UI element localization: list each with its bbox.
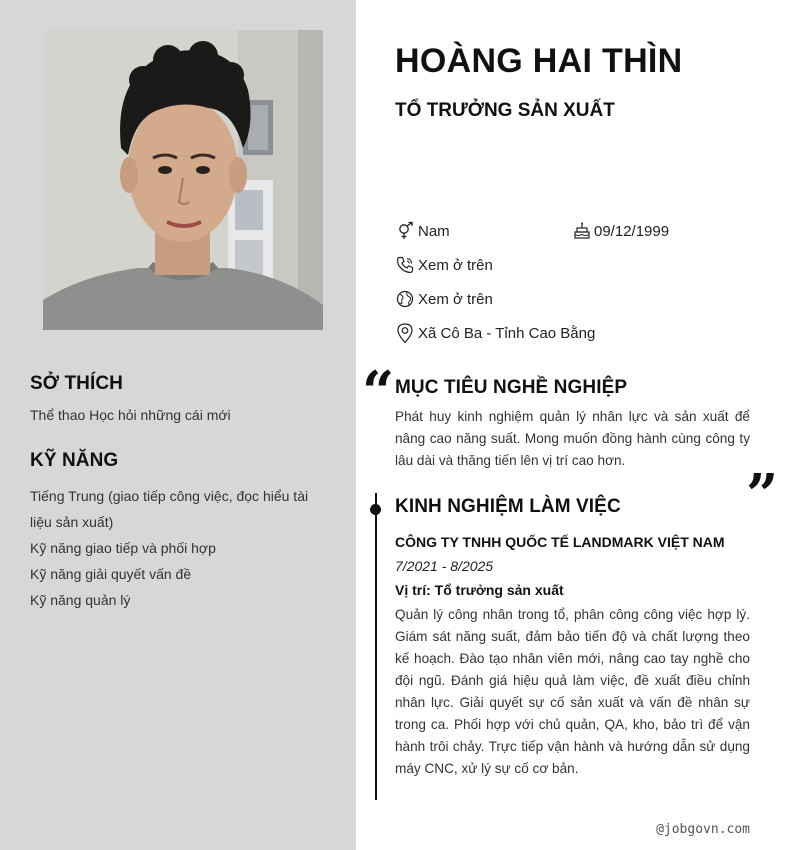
gender-icon [395, 221, 415, 241]
skills-list [30, 483, 330, 613]
gender-value: Nam [418, 222, 450, 240]
objective-text: Phát huy kinh nghiệm quản lý nhân lực và sản xuất để nâng cao năng suất. Mong muốn đồng hành cùng công ty lâu dài và thăng tiến lên vị trí cao hơn. [395, 409, 750, 468]
globe-icon [395, 289, 415, 309]
location-pin-icon [395, 322, 415, 344]
phone-icon [395, 255, 415, 275]
birthdate-value: 09/12/1999 [594, 222, 670, 240]
work-position: Vị trí: Tổ trưởng sản xuất [395, 582, 564, 598]
birthday-cake-icon [573, 221, 591, 241]
birthdate-row [573, 220, 669, 242]
portrait-photo [43, 30, 323, 330]
address-row [395, 322, 595, 344]
timeline-dot [370, 504, 381, 515]
website-value: Xem ở trên [418, 290, 493, 308]
hobbies-title: SỞ THÍCH [30, 373, 124, 394]
skill-item: Kỹ năng quản lý [30, 592, 131, 608]
address-value: Xã Cô Ba - Tỉnh Cao Bằng [418, 324, 596, 342]
work-period: 7/2021 - 8/2025 [395, 558, 494, 574]
timeline-line [375, 493, 377, 800]
close-quote-mark: ” [746, 462, 779, 528]
job-title: TỔ TRƯỞNG SẢN XUẤT [395, 100, 615, 121]
phone-value: Xem ở trên [418, 256, 493, 274]
skill-item: Tiếng Trung (giao tiếp công việc, đọc hiểu tài liệu sản xuất) [30, 488, 309, 530]
watermark: @jobgovn.com [656, 822, 750, 837]
phone-row [395, 254, 493, 276]
objective-title: MỤC TIÊU NGHỀ NGHIỆP [395, 377, 628, 398]
skills-title: KỸ NĂNG [30, 450, 119, 471]
candidate-name: HOÀNG HAI THÌN [395, 42, 683, 80]
profile-photo [43, 30, 323, 330]
website-row [395, 288, 493, 310]
hobbies-text: Thể thao Học hỏi những cái mới [30, 407, 231, 423]
experience-title: KINH NGHIỆM LÀM VIỆC [395, 496, 621, 517]
skill-item: Kỹ năng giao tiếp và phối hợp [30, 540, 216, 556]
gender-row [395, 220, 450, 242]
sidebar [0, 0, 356, 850]
company-name: CÔNG TY TNHH QUỐC TẾ LANDMARK VIỆT NAM [395, 534, 725, 550]
skill-item: Kỹ năng giải quyết vấn đề [30, 566, 192, 582]
experience-description: Quản lý công nhân trong tổ, phân công công việc hợp lý. Giám sát năng suất, đảm bảo tiến độ và chất lượng theo kế hoạch. Đào tạo nhân viên mới, nâng cao tay nghề cho đội ngũ. Đánh giá hiệu quả làm việc, đề xuất điều chỉnh nhân lực. Giải quyết sự cố sản xuất và vấn đề nhân sự trong ca. Phối hợp với chủ quản, QA, kho, bảo trì để vận hành trôi chảy. Trực tiếp vận hành và hướng dẫn sử dụng máy CNC, xử lý sự cố cơ bản. [395, 607, 750, 776]
open-quote-mark: “ [362, 359, 395, 425]
